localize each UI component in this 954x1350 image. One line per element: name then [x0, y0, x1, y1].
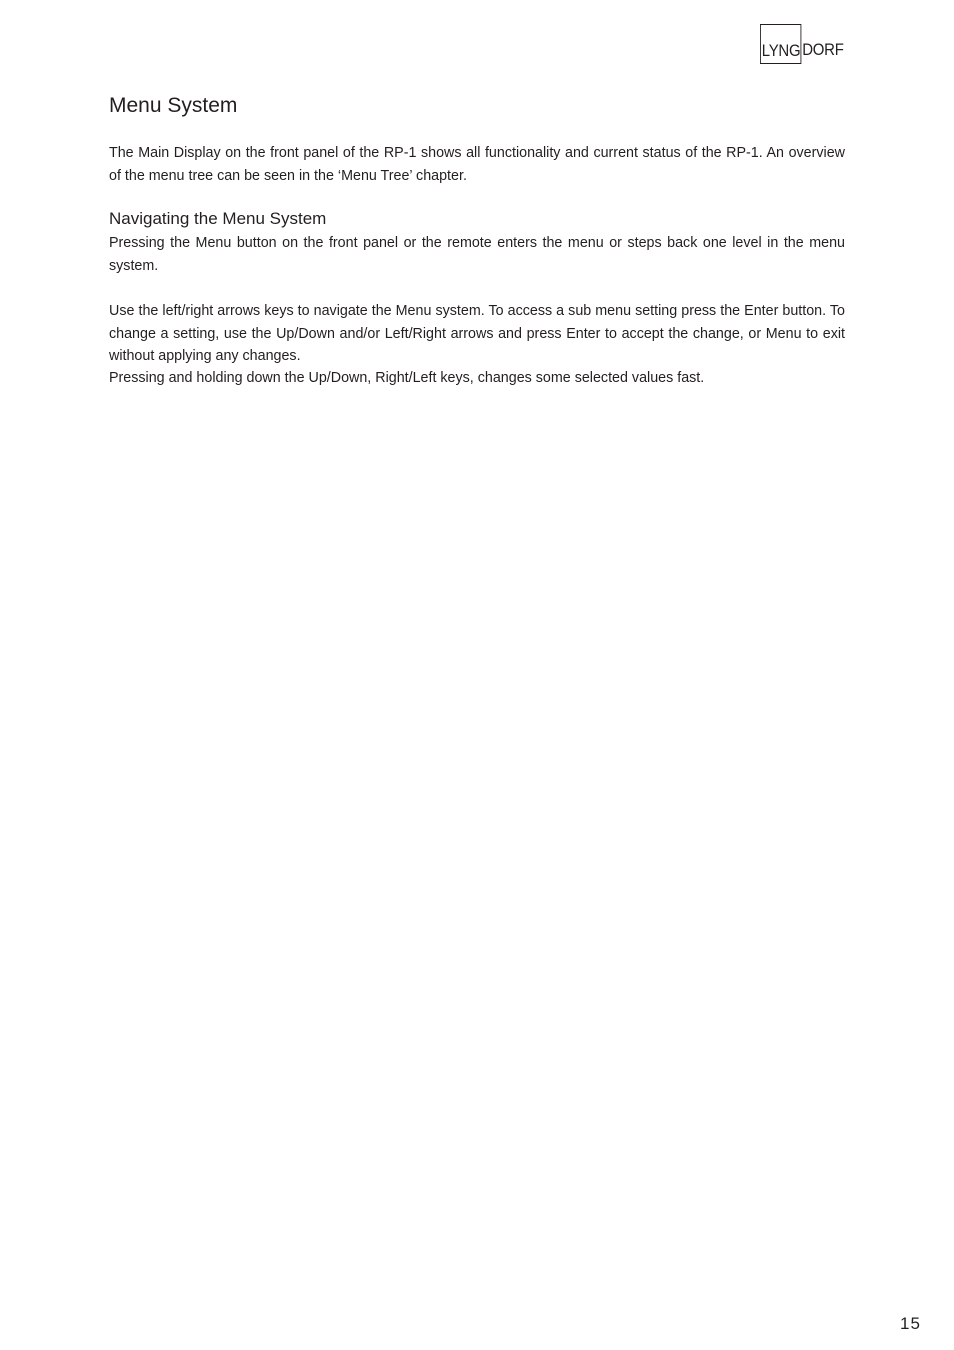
subsection-title: Navigating the Menu System [109, 209, 327, 228]
brand-logo [760, 23, 844, 65]
section-title: Menu System [109, 94, 238, 117]
page-number: 15 [900, 1314, 921, 1333]
subsection-paragraph-3: Pressing and holding down the Up/Down, Right/Left keys, changes some selected values fast. [109, 370, 705, 386]
subsection-paragraph-1: Pressing the Menu button on the front panel or the remote enters the menu or steps back one level in the menu system. [109, 235, 845, 274]
subsection-paragraph-2: Use the left/right arrows keys to navigate the Menu system. To access a sub menu setting press the Enter button. To change a setting, use the Up/Down and/or Left/Right arrows and press Enter to accept the change, or Menu to exit without applying any changes. [109, 303, 845, 364]
brand-logo-boxed-text: LYNG [760, 24, 801, 64]
section-intro-paragraph: The Main Display on the front panel of the RP-1 shows all functionality and current status of the RP-1. An overview of the menu tree can be seen in the ‘Menu Tree’ chapter. [109, 145, 845, 184]
brand-logo-plain-text: DORF [802, 40, 844, 59]
